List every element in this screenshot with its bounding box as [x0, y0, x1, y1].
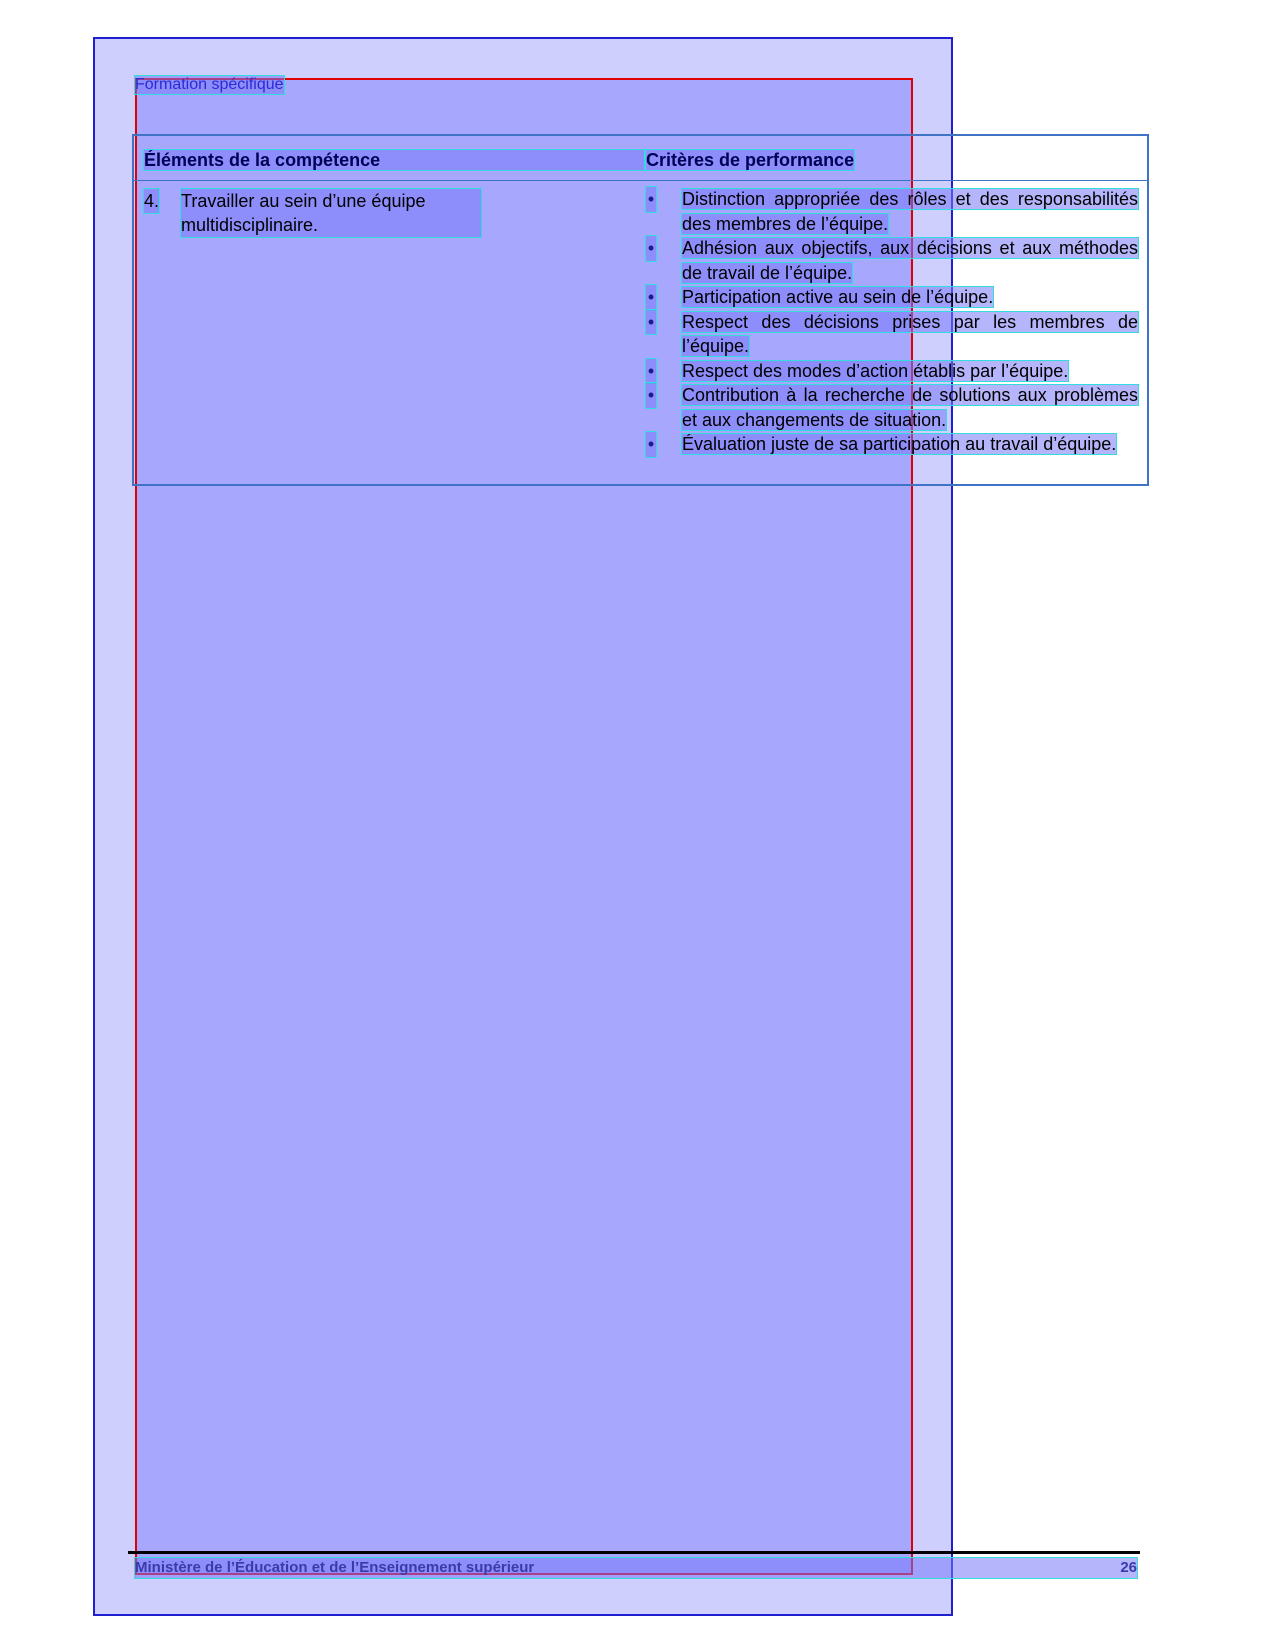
bullet-icon: • [646, 285, 656, 310]
bullet-icon: • [646, 359, 656, 384]
bullet-icon: • [646, 187, 656, 212]
competence-table [132, 134, 1149, 486]
header-divider [134, 180, 1147, 181]
criterion-item [646, 236, 1138, 285]
criteria-list [646, 187, 1138, 457]
column-header-elements: Éléments de la compétence [144, 150, 644, 170]
footer-ministry: Ministère de l’Éducation et de l’Enseignement supérieur [135, 1559, 535, 1576]
criterion-text: Contribution à la recherche de solutions aux problèmes et aux changements de situation. [682, 385, 1138, 430]
criterion-item [646, 310, 1138, 359]
bullet-icon: • [646, 236, 656, 261]
bullet-icon: • [646, 383, 656, 408]
bullet-icon: • [646, 432, 656, 457]
criterion-text: Évaluation juste de sa participation au travail d’équipe. [682, 434, 1117, 454]
criterion-text: Distinction appropriée des rôles et des responsabilités des membres de l’équipe. [682, 189, 1138, 234]
criterion-item [646, 187, 1138, 236]
criterion-text: Adhésion aux objectifs, aux décisions et aux méthodes de travail de l’équipe. [682, 238, 1138, 283]
criterion-text: Participation active au sein de l’équipe. [682, 287, 994, 307]
page-footer [135, 1558, 1137, 1578]
section-title: Formation spécifique [135, 76, 284, 93]
criterion-item [646, 359, 1138, 384]
criterion-item [646, 432, 1138, 457]
bullet-icon: • [646, 310, 656, 335]
column-header-criteria: Critères de performance [646, 150, 855, 170]
criterion-item [646, 285, 1138, 310]
criterion-text: Respect des modes d’action établis par l’équipe. [682, 360, 1069, 381]
footer-rule [128, 1551, 1140, 1554]
page-number: 26 [1120, 1559, 1137, 1576]
element-number: 4. [144, 191, 160, 211]
criterion-text: Respect des décisions prises par les membres de l’équipe. [682, 311, 1138, 356]
criterion-item [646, 383, 1138, 432]
element-text: Travailler au sein d’une équipe multidisciplinaire. [181, 189, 481, 237]
competence-element [144, 189, 624, 237]
